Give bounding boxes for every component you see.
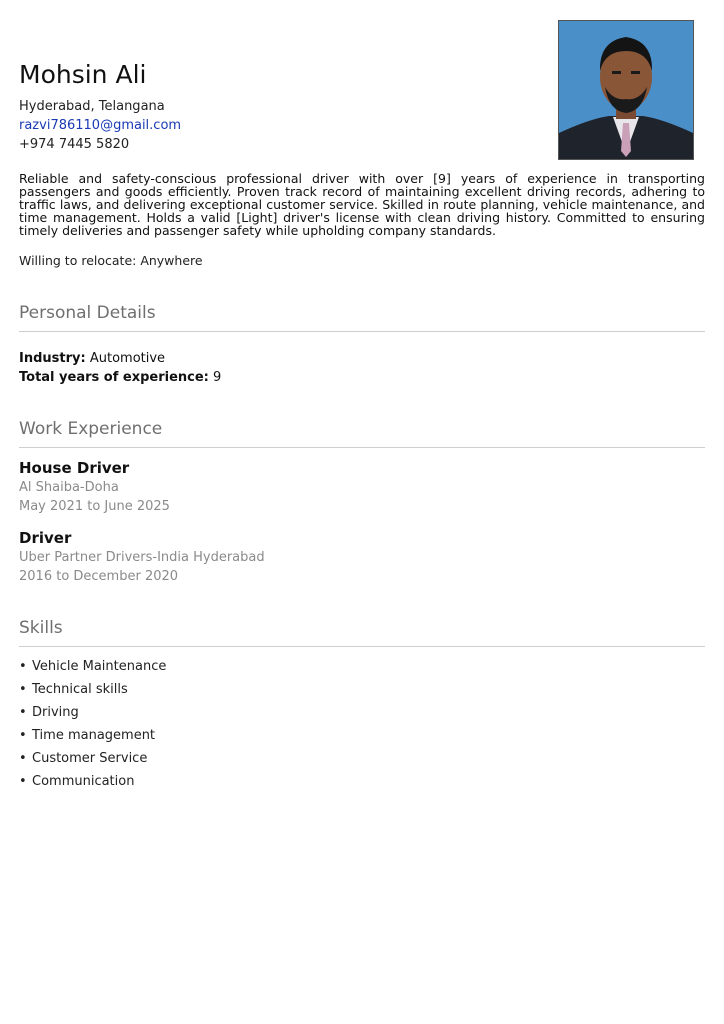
job-dates: May 2021 to June 2025 — [19, 499, 170, 514]
work-experience-heading: Work Experience — [19, 419, 705, 448]
skill-item: • Driving — [19, 701, 166, 724]
job-title: Driver — [19, 529, 72, 547]
skill-item: • Vehicle Maintenance — [19, 655, 166, 678]
candidate-name: Mohsin Ali — [19, 60, 147, 89]
industry-value: Automotive — [89, 351, 166, 366]
industry-label: Industry: — [19, 351, 86, 366]
candidate-email-link[interactable]: razvi786110@gmail.com — [19, 118, 182, 133]
skills-list — [19, 655, 166, 793]
skill-item: • Communication — [19, 770, 166, 793]
job-company: Al Shaiba-Doha — [19, 480, 119, 495]
candidate-location: Hyderabad, Telangana — [19, 99, 165, 114]
skill-item: • Customer Service — [19, 747, 166, 770]
job-title: House Driver — [19, 459, 130, 477]
experience-row — [19, 370, 221, 385]
professional-summary: Reliable and safety-conscious professional driver with over [9] years of experience in transporting passengers and goods efficiently. Proven track record of maintaining excellent driving records, adhering to traffic laws, and delivering exceptional customer service. Skilled in route planning, vehicle maintenance, and time management. Holds a valid [Light] driver's license with clean driving history. Committed to ensuring timely deliveries and passenger safety while upholding company standards. — [19, 171, 705, 238]
profile-photo-image — [559, 21, 693, 159]
candidate-phone: +974 7445 5820 — [19, 137, 130, 152]
skill-item: • Technical skills — [19, 678, 166, 701]
skill-item: • Time management — [19, 724, 166, 747]
skills-heading: Skills — [19, 618, 705, 647]
personal-details-heading: Personal Details — [19, 303, 705, 332]
experience-value: 9 — [213, 370, 222, 385]
job-dates: 2016 to December 2020 — [19, 569, 179, 584]
profile-photo — [558, 20, 694, 160]
industry-row — [19, 351, 165, 366]
job-company: Uber Partner Drivers-India Hyderabad — [19, 550, 265, 565]
resume-page — [19, 0, 705, 1024]
experience-label: Total years of experience: — [19, 370, 209, 385]
relocation-preference: Willing to relocate: Anywhere — [19, 253, 203, 268]
